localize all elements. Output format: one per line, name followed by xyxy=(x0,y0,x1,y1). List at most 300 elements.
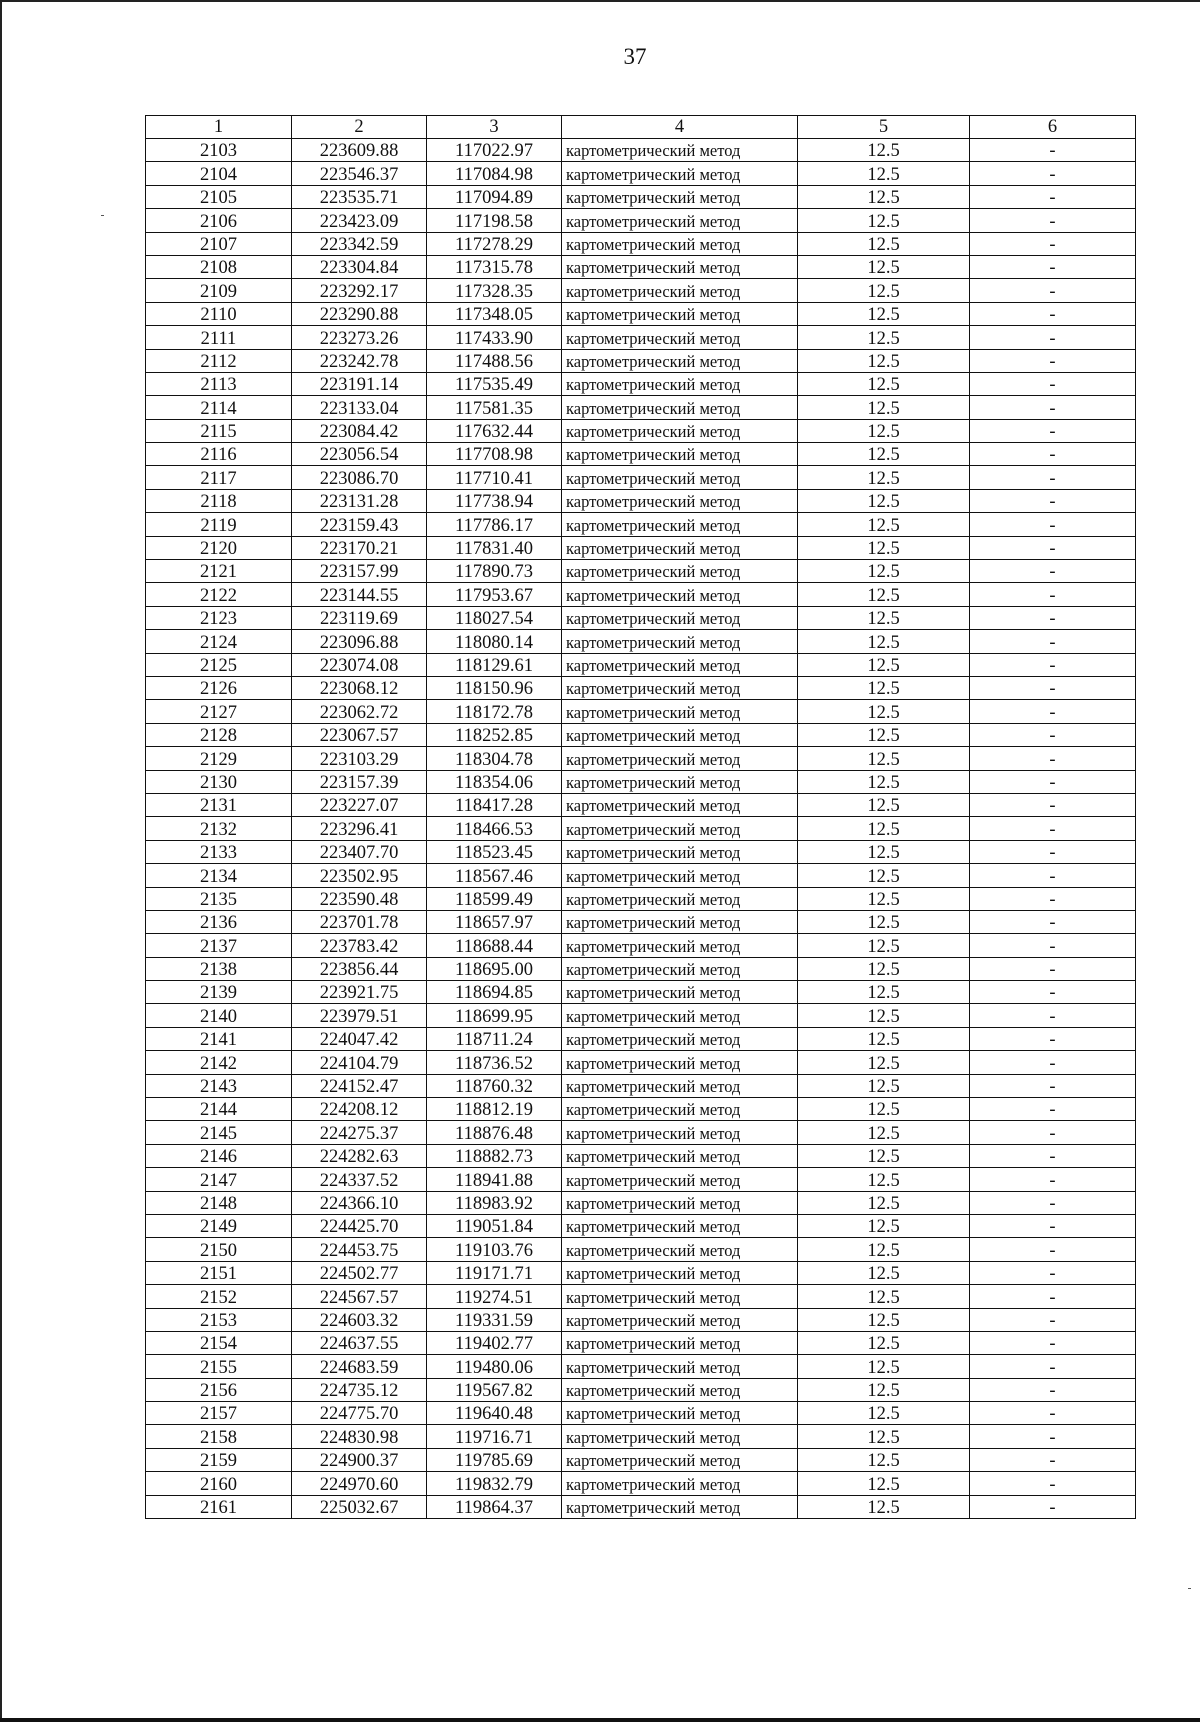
table-row xyxy=(146,279,1136,302)
point-number-cell: 2147 xyxy=(146,1168,292,1191)
accuracy-cell: 12.5 xyxy=(798,1168,970,1191)
note-cell: - xyxy=(970,349,1136,372)
note-cell: - xyxy=(970,1214,1136,1237)
x-coordinate-cell: 224047.42 xyxy=(292,1027,427,1050)
point-number-cell: 2154 xyxy=(146,1331,292,1354)
x-coordinate-cell: 223292.17 xyxy=(292,279,427,302)
method-cell: картометрический метод xyxy=(562,1121,798,1144)
accuracy-cell: 12.5 xyxy=(798,209,970,232)
y-coordinate-cell: 117348.05 xyxy=(427,302,562,325)
y-coordinate-cell: 119832.79 xyxy=(427,1472,562,1495)
note-cell: - xyxy=(970,606,1136,629)
point-number-cell: 2127 xyxy=(146,700,292,723)
x-coordinate-cell: 224104.79 xyxy=(292,1051,427,1074)
point-number-cell: 2116 xyxy=(146,443,292,466)
accuracy-cell: 12.5 xyxy=(798,162,970,185)
x-coordinate-cell: 223783.42 xyxy=(292,934,427,957)
accuracy-cell: 12.5 xyxy=(798,372,970,395)
method-cell: картометрический метод xyxy=(562,583,798,606)
x-coordinate-cell: 224775.70 xyxy=(292,1402,427,1425)
point-number-cell: 2160 xyxy=(146,1472,292,1495)
accuracy-cell: 12.5 xyxy=(798,676,970,699)
x-coordinate-cell: 224275.37 xyxy=(292,1121,427,1144)
y-coordinate-cell: 119785.69 xyxy=(427,1448,562,1471)
point-number-cell: 2152 xyxy=(146,1285,292,1308)
x-coordinate-cell: 224900.37 xyxy=(292,1448,427,1471)
x-coordinate-cell: 224425.70 xyxy=(292,1214,427,1237)
method-cell: картометрический метод xyxy=(562,1191,798,1214)
method-cell: картометрический метод xyxy=(562,700,798,723)
point-number-cell: 2125 xyxy=(146,653,292,676)
point-number-cell: 2144 xyxy=(146,1098,292,1121)
method-cell: картометрический метод xyxy=(562,1402,798,1425)
table-row xyxy=(146,1402,1136,1425)
table-row xyxy=(146,864,1136,887)
method-cell: картометрический метод xyxy=(562,1144,798,1167)
accuracy-cell: 12.5 xyxy=(798,1214,970,1237)
table-row xyxy=(146,887,1136,910)
note-cell: - xyxy=(970,209,1136,232)
method-cell: картометрический метод xyxy=(562,185,798,208)
method-cell: картометрический метод xyxy=(562,1355,798,1378)
table-row xyxy=(146,302,1136,325)
point-number-cell: 2118 xyxy=(146,489,292,512)
accuracy-cell: 12.5 xyxy=(798,326,970,349)
x-coordinate-cell: 223590.48 xyxy=(292,887,427,910)
y-coordinate-cell: 117488.56 xyxy=(427,349,562,372)
accuracy-cell: 12.5 xyxy=(798,255,970,278)
x-coordinate-cell: 223296.41 xyxy=(292,817,427,840)
point-number-cell: 2143 xyxy=(146,1074,292,1097)
accuracy-cell: 12.5 xyxy=(798,1495,970,1518)
x-coordinate-cell: 223921.75 xyxy=(292,981,427,1004)
accuracy-cell: 12.5 xyxy=(798,1051,970,1074)
accuracy-cell: 12.5 xyxy=(798,396,970,419)
accuracy-cell: 12.5 xyxy=(798,817,970,840)
method-cell: картометрический метод xyxy=(562,1098,798,1121)
method-cell: картометрический метод xyxy=(562,1378,798,1401)
y-coordinate-cell: 119331.59 xyxy=(427,1308,562,1331)
y-coordinate-cell: 119103.76 xyxy=(427,1238,562,1261)
accuracy-cell: 12.5 xyxy=(798,1144,970,1167)
point-number-cell: 2113 xyxy=(146,372,292,395)
table-row xyxy=(146,1004,1136,1027)
accuracy-cell: 12.5 xyxy=(798,466,970,489)
column-header: 5 xyxy=(798,116,970,139)
table-row xyxy=(146,793,1136,816)
x-coordinate-cell: 223159.43 xyxy=(292,513,427,536)
accuracy-cell: 12.5 xyxy=(798,560,970,583)
method-cell: картометрический метод xyxy=(562,606,798,629)
table-row xyxy=(146,372,1136,395)
scan-edge-bottom xyxy=(0,1718,1200,1722)
method-cell: картометрический метод xyxy=(562,326,798,349)
x-coordinate-cell: 223304.84 xyxy=(292,255,427,278)
x-coordinate-cell: 223273.26 xyxy=(292,326,427,349)
accuracy-cell: 12.5 xyxy=(798,489,970,512)
note-cell: - xyxy=(970,1004,1136,1027)
note-cell: - xyxy=(970,653,1136,676)
table-row xyxy=(146,957,1136,980)
point-number-cell: 2108 xyxy=(146,255,292,278)
table-row xyxy=(146,1121,1136,1144)
table-row xyxy=(146,536,1136,559)
column-header: 6 xyxy=(970,116,1136,139)
note-cell: - xyxy=(970,255,1136,278)
x-coordinate-cell: 223701.78 xyxy=(292,910,427,933)
table-row xyxy=(146,349,1136,372)
accuracy-cell: 12.5 xyxy=(798,747,970,770)
x-coordinate-cell: 223056.54 xyxy=(292,443,427,466)
accuracy-cell: 12.5 xyxy=(798,770,970,793)
y-coordinate-cell: 117433.90 xyxy=(427,326,562,349)
method-cell: картометрический метод xyxy=(562,419,798,442)
table-row xyxy=(146,630,1136,653)
point-number-cell: 2134 xyxy=(146,864,292,887)
point-number-cell: 2140 xyxy=(146,1004,292,1027)
point-number-cell: 2124 xyxy=(146,630,292,653)
accuracy-cell: 12.5 xyxy=(798,1261,970,1284)
y-coordinate-cell: 118172.78 xyxy=(427,700,562,723)
y-coordinate-cell: 118983.92 xyxy=(427,1191,562,1214)
table-row xyxy=(146,139,1136,162)
note-cell: - xyxy=(970,443,1136,466)
x-coordinate-cell: 223242.78 xyxy=(292,349,427,372)
method-cell: картометрический метод xyxy=(562,279,798,302)
y-coordinate-cell: 119567.82 xyxy=(427,1378,562,1401)
y-coordinate-cell: 119864.37 xyxy=(427,1495,562,1518)
point-number-cell: 2148 xyxy=(146,1191,292,1214)
table-row xyxy=(146,489,1136,512)
note-cell: - xyxy=(970,957,1136,980)
table-row xyxy=(146,1027,1136,1050)
point-number-cell: 2114 xyxy=(146,396,292,419)
table-row xyxy=(146,840,1136,863)
accuracy-cell: 12.5 xyxy=(798,957,970,980)
method-cell: картометрический метод xyxy=(562,1027,798,1050)
point-number-cell: 2107 xyxy=(146,232,292,255)
y-coordinate-cell: 118711.24 xyxy=(427,1027,562,1050)
table-row xyxy=(146,653,1136,676)
point-number-cell: 2117 xyxy=(146,466,292,489)
note-cell: - xyxy=(970,1074,1136,1097)
table-row xyxy=(146,1051,1136,1074)
method-cell: картометрический метод xyxy=(562,209,798,232)
x-coordinate-cell: 223103.29 xyxy=(292,747,427,770)
point-number-cell: 2137 xyxy=(146,934,292,957)
accuracy-cell: 12.5 xyxy=(798,630,970,653)
note-cell: - xyxy=(970,560,1136,583)
accuracy-cell: 12.5 xyxy=(798,934,970,957)
method-cell: картометрический метод xyxy=(562,747,798,770)
table-row xyxy=(146,910,1136,933)
point-number-cell: 2106 xyxy=(146,209,292,232)
y-coordinate-cell: 119171.71 xyxy=(427,1261,562,1284)
table-row xyxy=(146,981,1136,1004)
note-cell: - xyxy=(970,981,1136,1004)
y-coordinate-cell: 117581.35 xyxy=(427,396,562,419)
y-coordinate-cell: 118466.53 xyxy=(427,817,562,840)
table-row xyxy=(146,1238,1136,1261)
accuracy-cell: 12.5 xyxy=(798,279,970,302)
method-cell: картометрический метод xyxy=(562,887,798,910)
x-coordinate-cell: 224683.59 xyxy=(292,1355,427,1378)
method-cell: картометрический метод xyxy=(562,981,798,1004)
point-number-cell: 2105 xyxy=(146,185,292,208)
table-row xyxy=(146,1214,1136,1237)
y-coordinate-cell: 118027.54 xyxy=(427,606,562,629)
y-coordinate-cell: 118150.96 xyxy=(427,676,562,699)
table-row xyxy=(146,1144,1136,1167)
x-coordinate-cell: 223144.55 xyxy=(292,583,427,606)
note-cell: - xyxy=(970,887,1136,910)
note-cell: - xyxy=(970,1191,1136,1214)
x-coordinate-cell: 223062.72 xyxy=(292,700,427,723)
point-number-cell: 2151 xyxy=(146,1261,292,1284)
note-cell: - xyxy=(970,1261,1136,1284)
point-number-cell: 2129 xyxy=(146,747,292,770)
note-cell: - xyxy=(970,536,1136,559)
point-number-cell: 2138 xyxy=(146,957,292,980)
y-coordinate-cell: 119716.71 xyxy=(427,1425,562,1448)
y-coordinate-cell: 117094.89 xyxy=(427,185,562,208)
table-row xyxy=(146,1285,1136,1308)
accuracy-cell: 12.5 xyxy=(798,583,970,606)
x-coordinate-cell: 223609.88 xyxy=(292,139,427,162)
scan-speck xyxy=(101,215,104,216)
point-number-cell: 2123 xyxy=(146,606,292,629)
table-row xyxy=(146,1261,1136,1284)
point-number-cell: 2146 xyxy=(146,1144,292,1167)
point-number-cell: 2104 xyxy=(146,162,292,185)
y-coordinate-cell: 118129.61 xyxy=(427,653,562,676)
accuracy-cell: 12.5 xyxy=(798,887,970,910)
y-coordinate-cell: 118688.44 xyxy=(427,934,562,957)
x-coordinate-cell: 224337.52 xyxy=(292,1168,427,1191)
method-cell: картометрический метод xyxy=(562,489,798,512)
point-number-cell: 2161 xyxy=(146,1495,292,1518)
method-cell: картометрический метод xyxy=(562,232,798,255)
x-coordinate-cell: 224830.98 xyxy=(292,1425,427,1448)
y-coordinate-cell: 118876.48 xyxy=(427,1121,562,1144)
note-cell: - xyxy=(970,840,1136,863)
note-cell: - xyxy=(970,162,1136,185)
table-row xyxy=(146,723,1136,746)
accuracy-cell: 12.5 xyxy=(798,1331,970,1354)
point-number-cell: 2119 xyxy=(146,513,292,536)
table-row xyxy=(146,1472,1136,1495)
note-cell: - xyxy=(970,302,1136,325)
note-cell: - xyxy=(970,1051,1136,1074)
y-coordinate-cell: 118699.95 xyxy=(427,1004,562,1027)
point-number-cell: 2126 xyxy=(146,676,292,699)
table-row xyxy=(146,419,1136,442)
accuracy-cell: 12.5 xyxy=(798,723,970,746)
method-cell: картометрический метод xyxy=(562,1425,798,1448)
method-cell: картометрический метод xyxy=(562,934,798,957)
x-coordinate-cell: 223342.59 xyxy=(292,232,427,255)
method-cell: картометрический метод xyxy=(562,1214,798,1237)
table-row xyxy=(146,466,1136,489)
note-cell: - xyxy=(970,489,1136,512)
coordinates-table xyxy=(145,115,1136,1519)
accuracy-cell: 12.5 xyxy=(798,536,970,559)
x-coordinate-cell: 223133.04 xyxy=(292,396,427,419)
point-number-cell: 2141 xyxy=(146,1027,292,1050)
y-coordinate-cell: 118523.45 xyxy=(427,840,562,863)
note-cell: - xyxy=(970,1285,1136,1308)
point-number-cell: 2120 xyxy=(146,536,292,559)
note-cell: - xyxy=(970,934,1136,957)
accuracy-cell: 12.5 xyxy=(798,1402,970,1425)
x-coordinate-cell: 223074.08 xyxy=(292,653,427,676)
y-coordinate-cell: 117890.73 xyxy=(427,560,562,583)
method-cell: картометрический метод xyxy=(562,513,798,536)
table-row xyxy=(146,1448,1136,1471)
x-coordinate-cell: 223170.21 xyxy=(292,536,427,559)
point-number-cell: 2157 xyxy=(146,1402,292,1425)
column-header: 2 xyxy=(292,116,427,139)
x-coordinate-cell: 223086.70 xyxy=(292,466,427,489)
point-number-cell: 2112 xyxy=(146,349,292,372)
x-coordinate-cell: 223546.37 xyxy=(292,162,427,185)
accuracy-cell: 12.5 xyxy=(798,1355,970,1378)
point-number-cell: 2121 xyxy=(146,560,292,583)
y-coordinate-cell: 117022.97 xyxy=(427,139,562,162)
method-cell: картометрический метод xyxy=(562,1331,798,1354)
accuracy-cell: 12.5 xyxy=(798,1448,970,1471)
accuracy-cell: 12.5 xyxy=(798,302,970,325)
x-coordinate-cell: 223856.44 xyxy=(292,957,427,980)
y-coordinate-cell: 117710.41 xyxy=(427,466,562,489)
point-number-cell: 2142 xyxy=(146,1051,292,1074)
y-coordinate-cell: 117632.44 xyxy=(427,419,562,442)
table-row xyxy=(146,1191,1136,1214)
method-cell: картометрический метод xyxy=(562,302,798,325)
note-cell: - xyxy=(970,396,1136,419)
y-coordinate-cell: 118417.28 xyxy=(427,793,562,816)
point-number-cell: 2122 xyxy=(146,583,292,606)
table-row xyxy=(146,443,1136,466)
y-coordinate-cell: 119640.48 xyxy=(427,1402,562,1425)
scan-edge-top xyxy=(0,0,1200,2)
note-cell: - xyxy=(970,747,1136,770)
y-coordinate-cell: 118080.14 xyxy=(427,630,562,653)
note-cell: - xyxy=(970,1098,1136,1121)
table-row xyxy=(146,396,1136,419)
accuracy-cell: 12.5 xyxy=(798,1004,970,1027)
y-coordinate-cell: 118736.52 xyxy=(427,1051,562,1074)
x-coordinate-cell: 224970.60 xyxy=(292,1472,427,1495)
point-number-cell: 2110 xyxy=(146,302,292,325)
accuracy-cell: 12.5 xyxy=(798,653,970,676)
y-coordinate-cell: 118695.00 xyxy=(427,957,562,980)
table-row xyxy=(146,747,1136,770)
accuracy-cell: 12.5 xyxy=(798,1238,970,1261)
y-coordinate-cell: 117786.17 xyxy=(427,513,562,536)
y-coordinate-cell: 117738.94 xyxy=(427,489,562,512)
x-coordinate-cell: 223157.39 xyxy=(292,770,427,793)
method-cell: картометрический метод xyxy=(562,162,798,185)
table-row xyxy=(146,1074,1136,1097)
accuracy-cell: 12.5 xyxy=(798,606,970,629)
x-coordinate-cell: 223084.42 xyxy=(292,419,427,442)
table-row xyxy=(146,560,1136,583)
table-row xyxy=(146,1355,1136,1378)
y-coordinate-cell: 118657.97 xyxy=(427,910,562,933)
x-coordinate-cell: 223502.95 xyxy=(292,864,427,887)
x-coordinate-cell: 223096.88 xyxy=(292,630,427,653)
accuracy-cell: 12.5 xyxy=(798,864,970,887)
method-cell: картометрический метод xyxy=(562,1051,798,1074)
note-cell: - xyxy=(970,910,1136,933)
y-coordinate-cell: 118694.85 xyxy=(427,981,562,1004)
table-row xyxy=(146,934,1136,957)
accuracy-cell: 12.5 xyxy=(798,185,970,208)
note-cell: - xyxy=(970,1425,1136,1448)
note-cell: - xyxy=(970,139,1136,162)
x-coordinate-cell: 223535.71 xyxy=(292,185,427,208)
column-header: 3 xyxy=(427,116,562,139)
y-coordinate-cell: 119051.84 xyxy=(427,1214,562,1237)
accuracy-cell: 12.5 xyxy=(798,232,970,255)
point-number-cell: 2135 xyxy=(146,887,292,910)
y-coordinate-cell: 118882.73 xyxy=(427,1144,562,1167)
accuracy-cell: 12.5 xyxy=(798,1121,970,1144)
method-cell: картометрический метод xyxy=(562,630,798,653)
point-number-cell: 2128 xyxy=(146,723,292,746)
method-cell: картометрический метод xyxy=(562,957,798,980)
x-coordinate-cell: 224208.12 xyxy=(292,1098,427,1121)
x-coordinate-cell: 223119.69 xyxy=(292,606,427,629)
method-cell: картометрический метод xyxy=(562,372,798,395)
point-number-cell: 2156 xyxy=(146,1378,292,1401)
y-coordinate-cell: 117953.67 xyxy=(427,583,562,606)
method-cell: картометрический метод xyxy=(562,770,798,793)
note-cell: - xyxy=(970,793,1136,816)
x-coordinate-cell: 224453.75 xyxy=(292,1238,427,1261)
method-cell: картометрический метод xyxy=(562,1261,798,1284)
note-cell: - xyxy=(970,723,1136,746)
note-cell: - xyxy=(970,1308,1136,1331)
y-coordinate-cell: 119274.51 xyxy=(427,1285,562,1308)
method-cell: картометрический метод xyxy=(562,1168,798,1191)
point-number-cell: 2158 xyxy=(146,1425,292,1448)
x-coordinate-cell: 224282.63 xyxy=(292,1144,427,1167)
y-coordinate-cell: 118567.46 xyxy=(427,864,562,887)
note-cell: - xyxy=(970,583,1136,606)
x-coordinate-cell: 224637.55 xyxy=(292,1331,427,1354)
x-coordinate-cell: 223191.14 xyxy=(292,372,427,395)
x-coordinate-cell: 223407.70 xyxy=(292,840,427,863)
note-cell: - xyxy=(970,1144,1136,1167)
x-coordinate-cell: 223423.09 xyxy=(292,209,427,232)
method-cell: картометрический метод xyxy=(562,466,798,489)
table-row xyxy=(146,185,1136,208)
point-number-cell: 2131 xyxy=(146,793,292,816)
note-cell: - xyxy=(970,1495,1136,1518)
x-coordinate-cell: 224366.10 xyxy=(292,1191,427,1214)
method-cell: картометрический метод xyxy=(562,1472,798,1495)
note-cell: - xyxy=(970,419,1136,442)
accuracy-cell: 12.5 xyxy=(798,910,970,933)
accuracy-cell: 12.5 xyxy=(798,1285,970,1308)
x-coordinate-cell: 224502.77 xyxy=(292,1261,427,1284)
note-cell: - xyxy=(970,326,1136,349)
y-coordinate-cell: 118252.85 xyxy=(427,723,562,746)
method-cell: картометрический метод xyxy=(562,560,798,583)
y-coordinate-cell: 117535.49 xyxy=(427,372,562,395)
